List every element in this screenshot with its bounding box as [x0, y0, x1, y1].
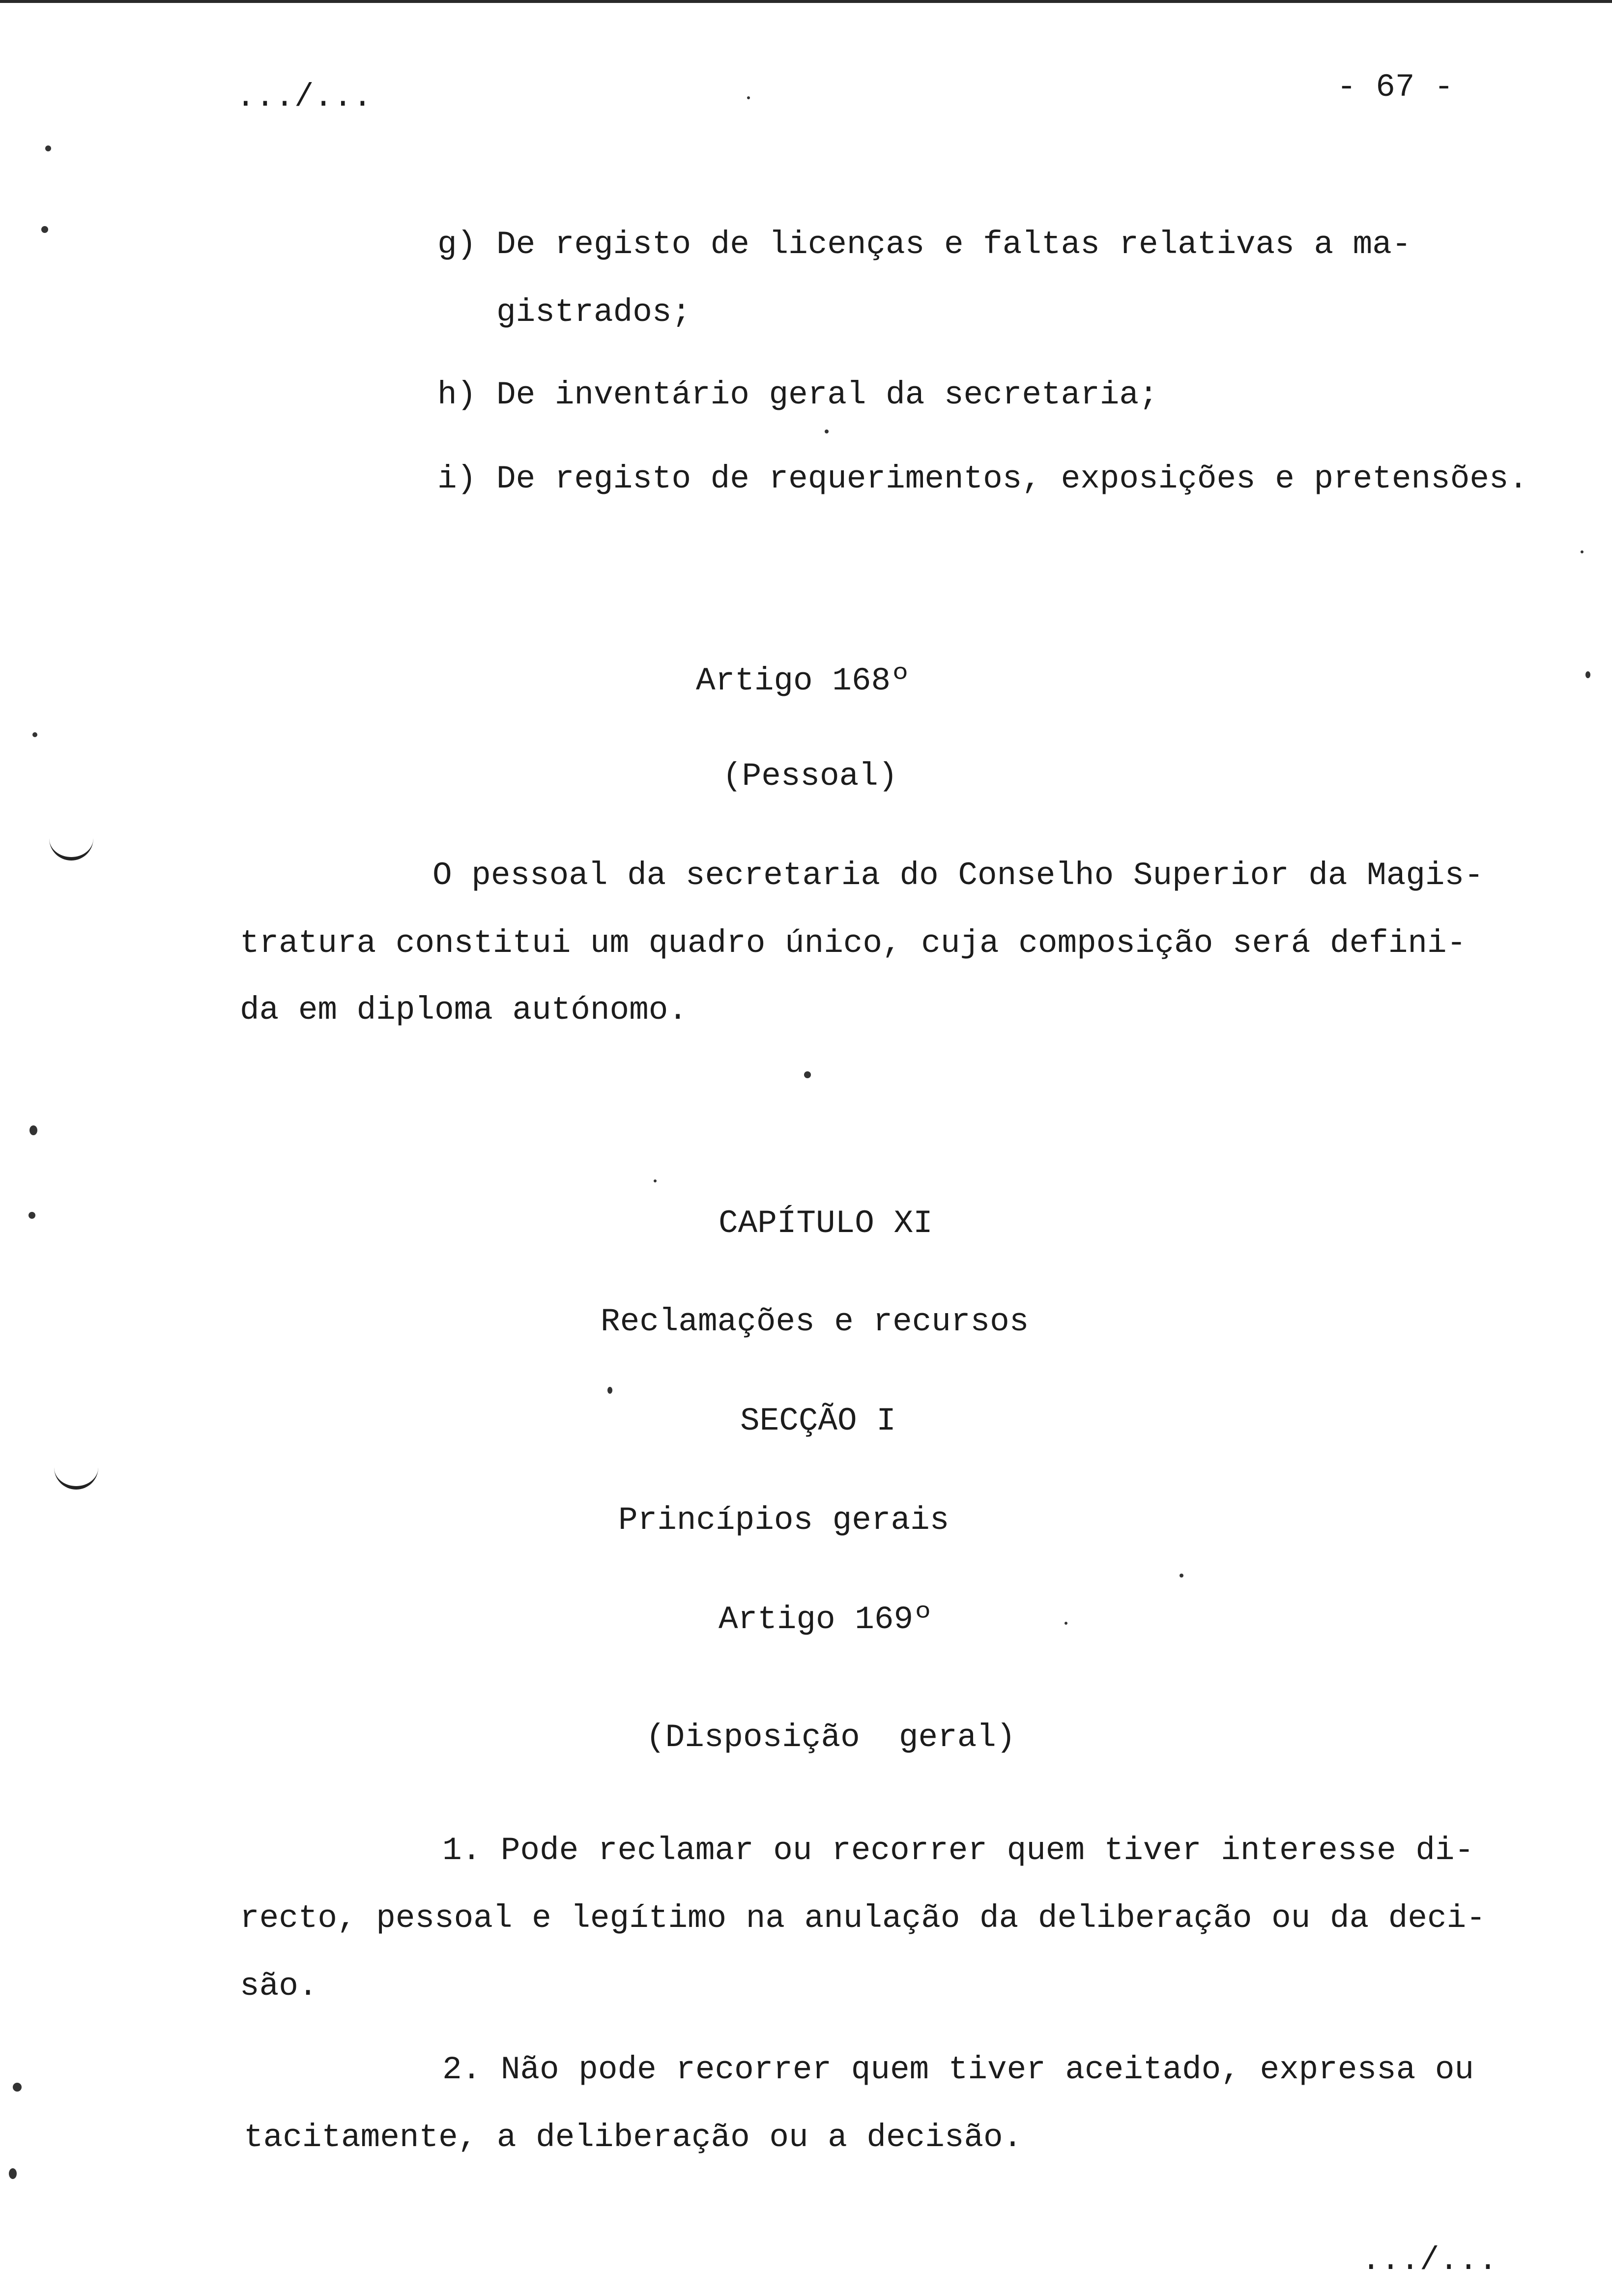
- article-169-subtitle: (Disposição geral): [646, 1719, 1016, 1756]
- article-169-heading: Artigo 169º: [719, 1601, 933, 1638]
- chapter-subtitle: Reclamações e recursos: [601, 1303, 1029, 1340]
- list-item-i-text-line1: De registo de requerimentos, exposições e pretensões.: [496, 460, 1528, 497]
- scan-speck: [41, 226, 48, 233]
- scan-speck: [32, 732, 37, 737]
- scan-speck: [9, 2168, 17, 2179]
- footer-continuation: .../...: [1361, 2242, 1498, 2279]
- scan-speck: [1180, 1574, 1183, 1578]
- article-168-para-line1: O pessoal da secretaria do Conselho Superior da Magis-: [432, 857, 1484, 894]
- scan-speck: [29, 1125, 37, 1135]
- article-169-p2-line2: tacitamente, a deliberação ou a decisão.: [244, 2119, 1023, 2156]
- article-168-subtitle: (Pessoal): [722, 758, 898, 795]
- section-subtitle: Princípios gerais: [618, 1502, 950, 1539]
- article-168-para-line2: tratura constitui um quadro único, cuja composição será defini-: [240, 925, 1467, 962]
- scan-speck: [804, 1071, 811, 1078]
- article-168-heading: Artigo 168º: [696, 662, 910, 699]
- scan-speck: [654, 1179, 657, 1182]
- article-169-p2-line1: 2. Não pode recorrer quem tiver aceitado, expressa ou: [442, 2051, 1474, 2088]
- article-169-p1-line1: 1. Pode reclamar ou recorrer quem tiver interesse di-: [442, 1832, 1474, 1869]
- scan-speck: [29, 1212, 35, 1219]
- article-169-p1-line3: são.: [240, 1968, 318, 2005]
- scan-speck: [747, 96, 750, 99]
- margin-mark-lower: [54, 1464, 98, 1490]
- list-item-g-marker: g): [437, 226, 477, 263]
- header-continuation: .../...: [236, 79, 373, 115]
- scan-speck: [607, 1387, 612, 1394]
- list-item-h-text-line1: De inventário geral da secretaria;: [496, 376, 1158, 413]
- scan-speck: [13, 2083, 22, 2092]
- list-item-g-text-line2: gistrados;: [496, 294, 691, 331]
- section-title: SECÇÃO I: [740, 1403, 896, 1439]
- scan-speck: [1585, 671, 1590, 678]
- scan-speck: [45, 145, 51, 151]
- scan-speck: [825, 430, 829, 433]
- list-item-h-marker: h): [437, 376, 477, 413]
- scan-speck: [1581, 550, 1583, 553]
- list-item-i-marker: i): [437, 460, 477, 497]
- page-number: - 67 -: [1337, 69, 1454, 106]
- list-item-g-text-line1: De registo de licenças e faltas relativas a ma-: [496, 226, 1411, 263]
- top-border-line: [0, 0, 1612, 3]
- scan-speck: [1065, 1622, 1067, 1625]
- article-169-p1-line2: recto, pessoal e legítimo na anulação da deliberação ou da deci-: [240, 1900, 1486, 1937]
- chapter-title: CAPÍTULO XI: [719, 1205, 933, 1242]
- margin-mark-upper: [49, 835, 93, 861]
- article-168-para-line3: da em diploma autónomo.: [240, 992, 688, 1029]
